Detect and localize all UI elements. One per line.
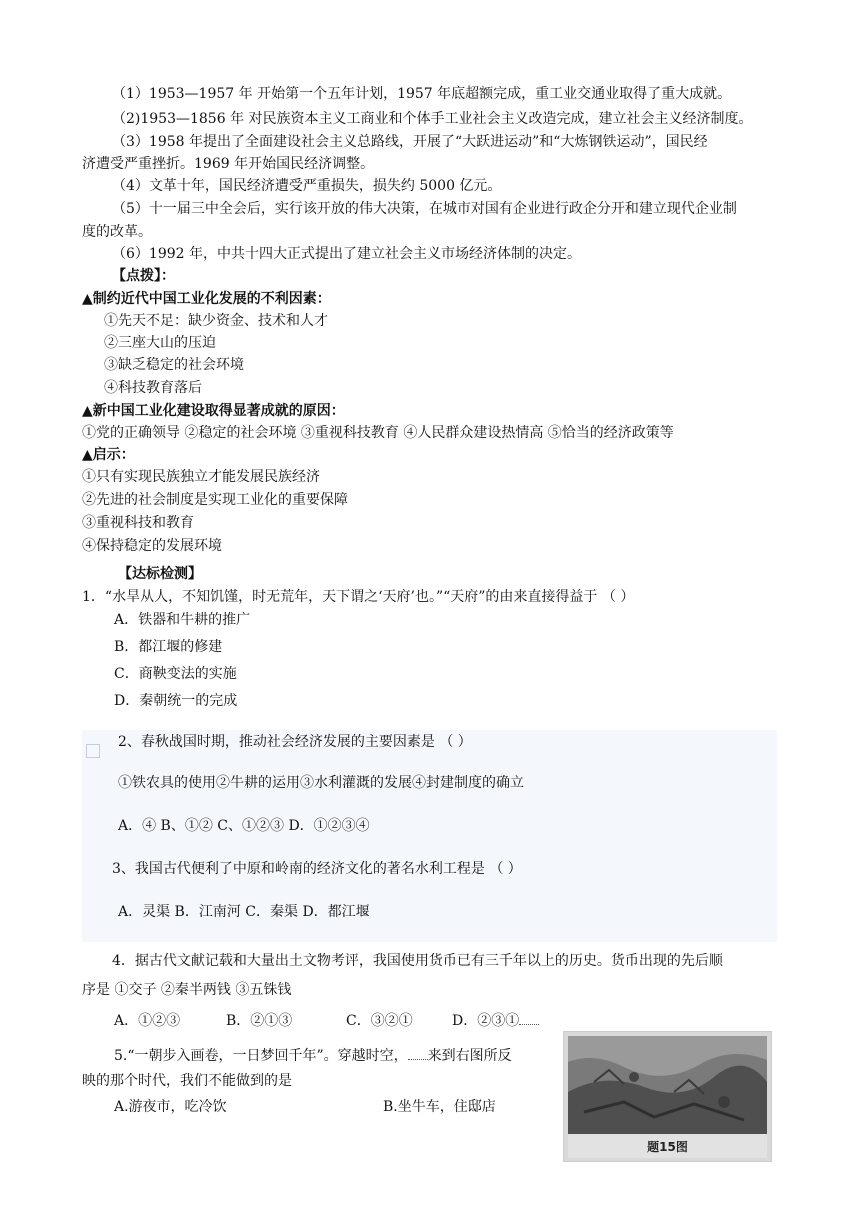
timeline-item-4: （4）文革十年，国民经济遭受严重损失，损失约 5000 亿元。: [112, 178, 502, 194]
question-4-option-b: B．②①③: [226, 1013, 293, 1029]
dianbo-heading: 【点拨】：: [112, 268, 175, 284]
insight-item: ②先进的社会制度是实现工业化的重要保障: [82, 492, 348, 508]
question-5-option-a: A.游夜市，吃冷饮: [114, 1099, 227, 1115]
question-4-option-d: D．②③①: [452, 1013, 520, 1029]
factor-item: ①先天不足：缺少资金、技术和人才: [104, 313, 328, 329]
question-2-items: ①铁农具的使用②牛耕的运用③水利灌溉的发展④封建制度的确立: [118, 775, 524, 791]
question-4-stem: 4．据古代文献记载和大量出土文物考评，我国使用货币已有三千年以上的历史。货币出现的先后顺: [112, 953, 723, 969]
factors-heading: ▲制约近代中国工业化发展的不利因素：: [82, 291, 331, 307]
question-2-options: A．④ B、①② C、①②③ D．①②③④: [118, 818, 370, 834]
factor-item: ③缺乏稳定的社会环境: [104, 357, 244, 373]
question-1-stem: 1．“水旱从人，不知饥馑，时无荒年，天下谓之‘天府’也。”“天府”的由来直接得益于 （ ）: [82, 589, 635, 605]
reasons-list: ①党的正确领导 ②稳定的社会环境 ③重视科技教育 ④人民群众建设热情高 ⑤恰当的经济政策等: [82, 425, 674, 441]
checkbox-icon: [85, 743, 101, 759]
question-4-option-c: C．③②①: [346, 1013, 413, 1029]
question-4-option-a: A．①②③: [114, 1013, 181, 1029]
factor-item: ④科技教育落后: [104, 380, 202, 396]
question-5-stem-cont: 映的那个时代，我们不能做到的是: [82, 1073, 292, 1089]
question-1-option-c: C．商鞅变法的实施: [114, 666, 237, 682]
question-3-stem: 3、我国古代便利了中原和岭南的经济文化的著名水利工程是 （ ）: [112, 861, 522, 877]
question-2-stem: 2、春秋战国时期，推动社会经济发展的主要因素是 （ ）: [118, 734, 472, 750]
question-1-option-d: D．秦朝统一的完成: [114, 693, 238, 709]
insight-item: ③重视科技和教育: [82, 515, 194, 531]
question-3-options: A．灵渠 B．江南河 C．秦渠 D．都江堰: [118, 904, 370, 920]
question-5-stem-part-1: 5.“一朝步入画卷，一日梦回千年”。穿越时空，: [114, 1048, 408, 1064]
timeline-item-5: （5）十一届三中全会后，实行该开放的伟大决策，在城市对国有企业进行政企分开和建立现代企业制: [112, 201, 737, 217]
dotted-underline: [408, 1047, 428, 1060]
timeline-item-5-cont: 度的改革。: [82, 224, 152, 240]
question-1-option-b: B．都江堰的修建: [114, 639, 223, 655]
factor-item: ②三座大山的压迫: [104, 335, 216, 351]
insight-item: ④保持稳定的发展环境: [82, 538, 222, 554]
insight-heading: ▲启示：: [82, 447, 135, 463]
timeline-item-3-cont: 济遭受严重挫折。1969 年开始国民经济调整。: [82, 156, 375, 172]
question-4-stem-cont: 序是 ①交子 ②秦半两钱 ③五铢钱: [82, 982, 292, 998]
dotted-underline: [519, 1011, 539, 1031]
timeline-item-2: （2)1953—1856 年 对民族资本主义工商业和个体手工业社会主义改造完成，建立社会主义经济制度。: [112, 111, 753, 127]
reasons-heading: ▲新中国工业化建设取得显著成就的原因：: [82, 403, 345, 419]
timeline-item-3: （3）1958 年提出了全面建设社会主义总路线，开展了“大跃进运动”和“大炼钢铁运动”，国民经: [112, 134, 708, 150]
insight-item: ①只有实现民族独立才能发展民族经济: [82, 469, 320, 485]
test-heading: 【达标检测】: [118, 566, 202, 582]
question-5-stem: [114, 1046, 512, 1066]
timeline-item-6: （6）1992 年，中共十四大正式提出了建立社会主义市场经济体制的决定。: [112, 246, 581, 262]
question-1-option-a: A．铁器和牛耕的推广: [114, 612, 251, 628]
timeline-item-1: （1）1953—1957 年 开始第一个五年计划，1957 年底超额完成，重工业交通业取得了重大成就。: [112, 86, 732, 102]
painting-figure: [563, 1031, 772, 1162]
figure-caption: 题15图: [647, 1140, 688, 1154]
question-5-stem-part-2: 来到右图所反: [427, 1048, 512, 1064]
question-5-option-b: B.坐牛车，住邸店: [383, 1099, 496, 1115]
